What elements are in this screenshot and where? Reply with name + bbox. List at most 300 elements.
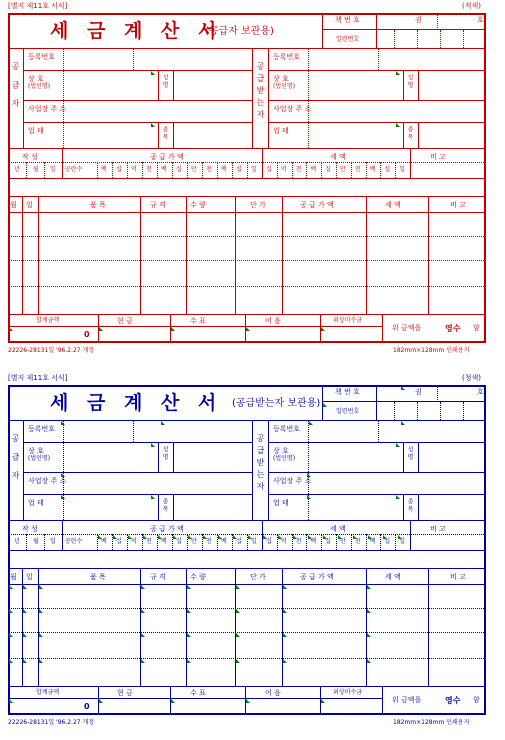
book-gwon-label: 권 [415, 16, 422, 24]
supply-amount-header: 공 급 가 액 [150, 153, 184, 161]
supply-digit-label: 십 [236, 166, 242, 173]
rule [308, 420, 309, 520]
item-column-header: 월 [10, 573, 17, 581]
item-column-header: 비 고 [450, 573, 466, 581]
page-title: 세 금 계 산 서 [50, 20, 223, 42]
remark-header: 비 고 [430, 525, 446, 533]
table-row[interactable] [8, 658, 486, 686]
corner-mark-icon [39, 659, 43, 663]
copy-type-label: (공급자 보관용) [205, 26, 274, 37]
rule [26, 162, 27, 178]
corner-mark-icon [9, 327, 13, 331]
corner-mark-icon [61, 473, 65, 477]
supply-digit-label: 억 [131, 166, 137, 173]
supply-amount-header: 공 급 가 액 [150, 525, 184, 533]
rule [8, 550, 486, 551]
tax-digit-label: 십 [325, 166, 331, 173]
rule [187, 162, 188, 178]
rule [418, 70, 419, 100]
rule [97, 162, 98, 178]
tax-digit-label: 천 [295, 538, 302, 545]
corner-mark-icon [158, 535, 162, 539]
corner-mark-icon [151, 443, 155, 447]
corner-mark-icon [141, 609, 145, 613]
corner-mark-icon [218, 535, 222, 539]
table-row[interactable] [8, 584, 486, 608]
color-label: (청색) [462, 374, 481, 382]
receiver-company-field[interactable] [313, 444, 476, 470]
rule [8, 196, 486, 197]
tax-digit-label: 천 [354, 166, 361, 173]
corner-mark-icon [161, 421, 165, 425]
corner-mark-icon [383, 535, 387, 539]
tax-digit-label: 일 [399, 166, 405, 173]
rule [8, 520, 486, 521]
rule [440, 402, 441, 420]
supply-digit-label: 백 [101, 166, 107, 173]
corner-mark-icon [236, 633, 240, 637]
supplier-name-label: 성 명 [161, 74, 168, 88]
corner-mark-icon [171, 327, 175, 331]
corner-mark-icon [23, 659, 27, 663]
supplier-business-label: 업 태 [28, 499, 44, 507]
rule [63, 420, 64, 520]
rule [395, 162, 396, 178]
supply-digit-label: 일 [251, 538, 257, 545]
receiver-side-label: 공급받는자 [256, 434, 265, 494]
supply-digit-label: 천 [206, 538, 212, 545]
corner-mark-icon [396, 443, 400, 447]
rule [44, 534, 45, 550]
rule [366, 162, 367, 178]
total-amount-value: 0 [84, 330, 90, 339]
rule [382, 686, 383, 715]
corner-mark-icon [128, 535, 132, 539]
receiver-business-field[interactable] [313, 124, 476, 146]
item-column-header: 세 액 [385, 201, 401, 209]
tax-digit-label: 십 [325, 538, 331, 545]
form-number-label: [별지 제11호 서식] [8, 374, 68, 382]
tax-digit-label: 일 [399, 538, 405, 545]
item-column-header: 수 량 [190, 201, 206, 209]
rule [417, 402, 418, 420]
rule [336, 162, 337, 178]
receiver-company-field[interactable] [313, 72, 476, 98]
corner-mark-icon [113, 535, 117, 539]
rule [268, 472, 486, 473]
corner-mark-icon [398, 535, 402, 539]
corner-mark-icon [39, 633, 43, 637]
rule [394, 402, 395, 420]
supplier-business-label: 업 태 [28, 127, 44, 135]
cash-label: 현 금 [117, 317, 133, 325]
table-row[interactable] [8, 260, 486, 284]
rule [268, 70, 486, 71]
item-column-header: 단 가 [250, 201, 266, 209]
supplier-reg_no-label: 등록번호 [28, 425, 56, 433]
rule [8, 698, 382, 699]
rule [202, 162, 203, 178]
corner-mark-icon [307, 473, 311, 477]
rule [417, 30, 418, 48]
receiver-address-field[interactable] [313, 102, 476, 120]
rule [62, 148, 63, 178]
rule [463, 402, 464, 420]
rule [158, 122, 159, 148]
supply-digit-label: 일 [251, 166, 257, 173]
receiver-name-label: 성 명 [406, 446, 413, 460]
tax-digit-label: 십 [266, 166, 272, 173]
corner-mark-icon [396, 123, 400, 127]
blank-count-label: 공란수 [65, 538, 83, 545]
corner-mark-icon [263, 535, 267, 539]
supplier-address-label: 사업장 주 소 [28, 477, 67, 485]
rule [23, 122, 253, 123]
supplier-company-field[interactable] [68, 72, 243, 98]
supply-digit-label: 십 [236, 538, 242, 545]
rule [23, 48, 24, 148]
receiver-item-label: 종 목 [406, 498, 413, 512]
table-row[interactable] [8, 236, 486, 260]
corner-mark-icon [141, 633, 145, 637]
supply-digit-label: 십 [176, 166, 182, 173]
table-row[interactable] [8, 632, 486, 656]
invoice-form-receiver [0, 372, 505, 737]
rule [217, 162, 218, 178]
remark-header: 비 고 [430, 153, 446, 161]
rule [395, 534, 396, 550]
rule [133, 420, 134, 442]
receiver-address-field[interactable] [313, 474, 476, 492]
supply-digit-label: 천 [146, 538, 152, 545]
item-column-header: 세 액 [385, 573, 401, 581]
book-gwon-label: 권 [415, 388, 422, 396]
corner-mark-icon [188, 535, 192, 539]
rule [418, 122, 419, 148]
corner-mark-icon [367, 585, 371, 589]
corner-mark-icon [151, 495, 155, 499]
total-amount-value: 0 [84, 702, 90, 711]
item-column-header: 단 가 [250, 573, 266, 581]
rule [62, 520, 63, 550]
corner-mark-icon [203, 535, 207, 539]
rule [44, 162, 45, 178]
corner-mark-icon [401, 421, 405, 425]
supply-digit-label: 십 [176, 538, 182, 545]
supplier-reg_no-field[interactable] [68, 422, 243, 440]
supply-digit-label: 천 [206, 166, 212, 173]
book-ho-label: 호 [477, 388, 484, 396]
corner-mark-icon [173, 535, 177, 539]
rule [63, 48, 64, 148]
tax-digit-label: 십 [266, 538, 272, 545]
corner-mark-icon [396, 495, 400, 499]
rule [157, 162, 158, 178]
corner-mark-icon [353, 535, 357, 539]
receiver-side-label: 공급받는자 [256, 62, 265, 122]
item-column-header: 규 격 [150, 573, 166, 581]
receiver-name-label: 성 명 [406, 74, 413, 88]
page-title: 세 금 계 산 서 [50, 392, 223, 414]
corner-mark-icon [283, 633, 287, 637]
corner-mark-icon [338, 535, 342, 539]
supplier-address-field[interactable] [68, 474, 243, 492]
corner-mark-icon [9, 633, 13, 637]
tax-digit-label: 십 [384, 538, 391, 545]
corner-mark-icon [248, 535, 252, 539]
rule [292, 162, 293, 178]
rule [321, 162, 322, 178]
corner-mark-icon [141, 585, 145, 589]
rule [8, 326, 382, 327]
corner-mark-icon [278, 535, 282, 539]
corner-mark-icon [323, 403, 327, 407]
rule [158, 70, 159, 100]
tax-amount-header: 세 액 [330, 525, 346, 533]
rule [8, 686, 486, 687]
rule [403, 122, 404, 148]
rule [23, 420, 24, 520]
rule [127, 162, 128, 178]
rule [268, 122, 486, 123]
supplier-name-label: 성 명 [161, 446, 168, 460]
tax-digit-label: 천 [354, 538, 361, 545]
corner-mark-icon [368, 535, 372, 539]
corner-mark-icon [307, 495, 311, 499]
serial-number-label: 일련번호 [336, 36, 360, 43]
rule [378, 420, 379, 442]
footer-paper-size: 182mm×128mm 인쇄용지 [393, 719, 470, 726]
tax-digit-label: 백 [369, 166, 376, 173]
rule [380, 534, 381, 550]
rule [437, 13, 438, 30]
corner-mark-icon [246, 699, 250, 703]
tax-digit-label: 억 [280, 538, 287, 545]
receiver-reg_no-label: 등록번호 [273, 425, 301, 433]
rule [173, 70, 174, 100]
corner-mark-icon [236, 585, 240, 589]
corner-mark-icon [9, 609, 13, 613]
month-label: 월 [33, 166, 39, 173]
rule [23, 442, 253, 443]
rule [232, 162, 233, 178]
corner-mark-icon [23, 609, 27, 613]
rule [308, 48, 309, 148]
rule [158, 494, 159, 520]
item-column-header: 품 목 [90, 201, 106, 209]
corner-mark-icon [187, 585, 191, 589]
day-label: 일 [50, 538, 56, 545]
footer-paper-size: 182mm×128mm 인쇄용지 [393, 347, 470, 354]
rule [268, 494, 486, 495]
item-column-header: 일 [26, 573, 33, 581]
supplier-address-field[interactable] [68, 102, 243, 120]
corner-mark-icon [396, 71, 400, 75]
rule [23, 100, 253, 101]
rule [8, 568, 486, 569]
receipt-text: 위 금액을 [392, 696, 422, 704]
corner-mark-icon [98, 535, 102, 539]
receiver-address-label: 사업장 주 소 [273, 105, 312, 113]
corner-mark-icon [367, 609, 371, 613]
item-column-header: 월 [10, 201, 17, 209]
corner-mark-icon [187, 609, 191, 613]
corner-mark-icon [151, 71, 155, 75]
supplier-company-label: 상 호 [28, 447, 44, 455]
rule [403, 494, 404, 520]
supplier-business-field[interactable] [68, 496, 243, 518]
supplier-company-field[interactable] [68, 444, 243, 470]
item-column-header: 비 고 [450, 201, 466, 209]
supplier-item-label: 종 목 [161, 498, 168, 512]
corner-mark-icon [99, 327, 103, 331]
corner-mark-icon [293, 535, 297, 539]
corner-mark-icon [283, 585, 287, 589]
serial-number-label: 일련번호 [336, 408, 360, 415]
supply-digit-label: 십 [116, 166, 122, 173]
tax-digit-label: 천 [295, 166, 302, 173]
supply-digit-label: 만 [191, 538, 197, 545]
receipt-kind: 영수 [445, 696, 461, 705]
corner-mark-icon [151, 123, 155, 127]
corner-mark-icon [171, 699, 175, 703]
corner-mark-icon [321, 327, 325, 331]
rule [306, 162, 307, 178]
tax-digit-label: 백 [310, 166, 317, 173]
rule [172, 162, 173, 178]
table-row[interactable] [8, 608, 486, 632]
corner-mark-icon [141, 659, 145, 663]
rule [418, 442, 419, 472]
corner-mark-icon [61, 495, 65, 499]
rule [8, 148, 486, 149]
receiver-business-field[interactable] [313, 496, 476, 518]
item-column-header: 공 급 가 액 [300, 201, 334, 209]
copy-type-label: (공급받는자 보관용) [232, 398, 321, 409]
bill-label: 어 음 [265, 317, 281, 325]
rule [8, 314, 486, 315]
footer-revision: 22226-28131일 '96.2.27 개정 [8, 347, 95, 354]
item-column-header: 수 량 [190, 573, 206, 581]
rule [173, 494, 174, 520]
book-ho-label: 호 [477, 16, 484, 24]
corner-mark-icon [39, 609, 43, 613]
supplier-item-label: 종 목 [161, 126, 168, 140]
rule [437, 385, 438, 402]
rule [173, 122, 174, 148]
rule [403, 442, 404, 472]
rule [418, 494, 419, 520]
rule [403, 70, 404, 100]
receipt-text: 위 금액을 [392, 324, 422, 332]
table-row[interactable] [8, 286, 486, 314]
corner-mark-icon [401, 386, 405, 390]
tax-digit-label: 만 [340, 538, 346, 545]
corner-mark-icon [9, 585, 13, 589]
supply-digit-label: 억 [131, 538, 137, 545]
rule [142, 162, 143, 178]
form-number-label: [별지 제11호 서식] [8, 2, 68, 10]
rule [112, 162, 113, 178]
supplier-reg_no-label: 등록번호 [28, 53, 56, 61]
supplier-side-label: 공 급 자 [11, 62, 20, 112]
footer-revision: 22226-28131일 '96.2.27 개정 [8, 719, 95, 726]
color-label: (적색) [462, 2, 481, 10]
rule [268, 420, 269, 520]
rule [351, 534, 352, 550]
corner-mark-icon [309, 421, 313, 425]
item-column-header: 품 목 [90, 573, 106, 581]
item-column-header: 일 [26, 201, 33, 209]
receiver-item-label: 종 목 [406, 126, 413, 140]
supplier-business-field[interactable] [68, 124, 243, 146]
supply-digit-label: 만 [191, 166, 197, 173]
corner-mark-icon [39, 585, 43, 589]
rule [378, 48, 379, 70]
receiver-reg_no-field[interactable] [313, 50, 476, 68]
corner-mark-icon [9, 659, 13, 663]
book-number-label: 책 번 호 [335, 16, 360, 24]
table-row[interactable] [8, 212, 486, 236]
corner-mark-icon [323, 535, 327, 539]
receiver-reg_no-field[interactable] [313, 422, 476, 440]
supplier-company-sub-label: (법인명) [28, 455, 51, 462]
day-label: 일 [50, 166, 56, 173]
rule [336, 534, 337, 550]
tax-digit-label: 억 [280, 166, 287, 173]
check-label: 수 표 [190, 689, 206, 697]
corner-mark-icon [246, 327, 250, 331]
corner-mark-icon [61, 421, 65, 425]
month-label: 월 [33, 538, 39, 545]
corner-mark-icon [187, 659, 191, 663]
supplier-reg_no-field[interactable] [68, 50, 243, 68]
item-column-header: 공 급 가 액 [300, 573, 334, 581]
tax-digit-label: 백 [369, 538, 376, 545]
receiver-company-label: 상 호 [273, 447, 289, 455]
corner-mark-icon [233, 535, 237, 539]
receiver-company-label: 상 호 [273, 75, 289, 83]
rule [268, 48, 269, 148]
receipt-end: 함 [473, 696, 480, 704]
rule [247, 162, 248, 178]
receiver-company-sub-label: (법인명) [273, 455, 296, 462]
rule [23, 70, 253, 71]
date-header: 작 성 [22, 525, 38, 533]
receipt-end: 함 [473, 324, 480, 332]
receiver-business-label: 업 태 [273, 499, 289, 507]
item-column-header: 규 격 [150, 201, 166, 209]
corner-mark-icon [321, 699, 325, 703]
corner-mark-icon [283, 659, 287, 663]
rule [262, 148, 263, 178]
corner-mark-icon [143, 535, 147, 539]
rule [268, 442, 486, 443]
corner-mark-icon [367, 659, 371, 663]
tax-amount-header: 세 액 [330, 153, 346, 161]
supply-digit-label: 백 [161, 166, 167, 173]
bill-label: 어 음 [265, 689, 281, 697]
credit-label: 외상미수금 [333, 689, 362, 696]
rule [394, 30, 395, 48]
rule [133, 48, 134, 70]
corner-mark-icon [99, 699, 103, 703]
rule [23, 472, 253, 473]
tax-digit-label: 십 [384, 166, 391, 173]
date-header: 작 성 [22, 153, 38, 161]
check-label: 수 표 [190, 317, 206, 325]
invoice-form-supplier [0, 0, 505, 365]
